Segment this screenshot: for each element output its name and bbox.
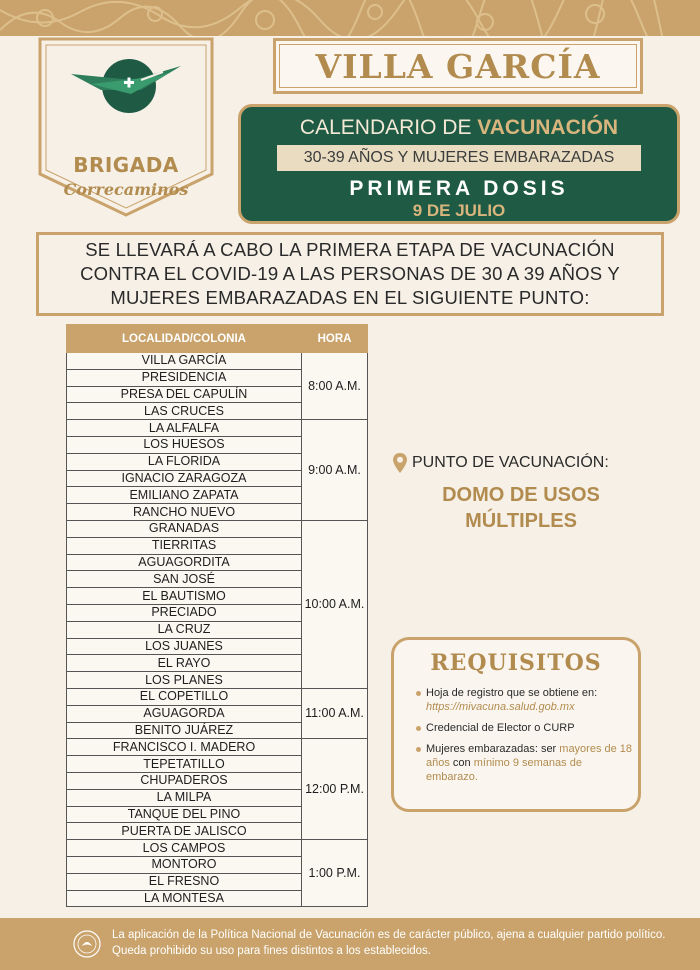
badge-title: BRIGADA xyxy=(73,153,179,177)
locality-cell: PRESA DEL CAPULÍN xyxy=(67,386,302,403)
table-row xyxy=(67,840,368,857)
requirement-text: Credencial de Elector o CURP xyxy=(426,722,575,734)
locality-cell: AGUAGORDA xyxy=(67,705,302,722)
locality-cell: AGUAGORDITA xyxy=(67,554,302,571)
requirement-highlight: mayores de 18 años xyxy=(426,743,633,769)
locality-cell: VILLA GARCÍA xyxy=(67,353,302,370)
locality-cell: EL RAYO xyxy=(67,655,302,672)
brigada-badge xyxy=(37,36,215,218)
table-header-row xyxy=(67,325,368,353)
bullet-icon xyxy=(416,726,421,731)
locality-cell: BENITO JUÁREZ xyxy=(67,722,302,739)
locality-cell: LA MONTESA xyxy=(67,890,302,907)
locality-cell: GRANADAS xyxy=(67,520,302,537)
requirement-text: con xyxy=(449,757,474,769)
locality-cell: TEPETATILLO xyxy=(67,756,302,773)
requirements-title: REQUISITOS xyxy=(430,650,602,676)
bullet-icon xyxy=(416,747,421,752)
locality-cell: PRECIADO xyxy=(67,604,302,621)
intro-line: MUJERES EMBARAZADAS EN EL SIGUIENTE PUNTO: xyxy=(110,287,590,308)
locality-cell: LA FLORIDA xyxy=(67,453,302,470)
requirement-text: Mujeres embarazadas: ser xyxy=(426,743,560,755)
locality-cell: PRESIDENCIA xyxy=(67,369,302,386)
registration-link[interactable]: https://mivacuna.salud.gob.mx xyxy=(426,701,575,713)
bullet-icon xyxy=(416,691,421,696)
requirements-box xyxy=(391,637,641,812)
locality-cell: FRANCISCO I. MADERO xyxy=(67,739,302,756)
vaccination-point-label-row xyxy=(392,452,642,474)
vaccination-point-name xyxy=(412,482,630,534)
time-cell: 12:00 P.M. xyxy=(302,739,368,840)
requirement-item xyxy=(416,686,634,714)
table-row xyxy=(67,688,368,705)
locality-cell: IGNACIO ZARAGOZA xyxy=(67,470,302,487)
calendar-heading xyxy=(241,116,677,140)
schedule-body xyxy=(67,353,368,907)
vaccination-point-name-line: DOMO DE USOS xyxy=(442,484,600,506)
roadrunner-logo-icon xyxy=(71,50,181,120)
locality-cell: LAS CRUCES xyxy=(67,403,302,420)
time-cell: 11:00 A.M. xyxy=(302,688,368,738)
table-row xyxy=(67,420,368,437)
location-title-box xyxy=(273,38,643,94)
requirement-item xyxy=(416,721,634,735)
locality-cell: SAN JOSÉ xyxy=(67,571,302,588)
locality-cell: LOS JUANES xyxy=(67,638,302,655)
header-locality: LOCALIDAD/COLONIA xyxy=(67,325,302,353)
time-cell: 9:00 A.M. xyxy=(302,420,368,521)
page-title: VILLA GARCÍA xyxy=(315,46,601,86)
national-seal-icon xyxy=(73,930,101,958)
vaccination-point xyxy=(392,452,642,534)
locality-cell: EL COPETILLO xyxy=(67,688,302,705)
locality-cell: EMILIANO ZAPATA xyxy=(67,487,302,504)
vaccination-point-name-line: MÚLTIPLES xyxy=(465,510,577,532)
time-cell: 10:00 A.M. xyxy=(302,520,368,688)
time-cell: 8:00 A.M. xyxy=(302,353,368,420)
vaccination-calendar-box xyxy=(238,104,680,224)
time-cell: 1:00 P.M. xyxy=(302,840,368,907)
calendar-heading-emphasis: VACUNACIÓN xyxy=(477,116,619,139)
locality-cell: LA CRUZ xyxy=(67,621,302,638)
locality-cell: LA ALFALFA xyxy=(67,420,302,437)
vaccination-point-label: PUNTO DE VACUNACIÓN: xyxy=(412,454,609,471)
table-row xyxy=(67,353,368,370)
intro-announcement xyxy=(36,232,664,316)
locality-cell: TANQUE DEL PINO xyxy=(67,806,302,823)
locality-cell: LA MILPA xyxy=(67,789,302,806)
locality-cell: RANCHO NUEVO xyxy=(67,504,302,521)
location-pin-icon xyxy=(392,452,408,474)
intro-line: CONTRA EL COVID-19 A LAS PERSONAS DE 30 A 39 AÑOS Y xyxy=(80,263,620,284)
requirement-item xyxy=(416,742,634,784)
intro-line: SE LLEVARÁ A CABO LA PRIMERA ETAPA DE VACUNACIÓN xyxy=(85,239,615,260)
footer-band xyxy=(0,918,700,970)
locality-cell: CHUPADEROS xyxy=(67,772,302,789)
badge-subtitle: Correcaminos xyxy=(63,180,189,199)
header-time: HORA xyxy=(302,325,368,353)
date-label: 9 DE JULIO xyxy=(412,201,506,220)
requirement-text: Hoja de registro que se obtiene en: xyxy=(426,687,598,699)
locality-cell: EL FRESNO xyxy=(67,873,302,890)
ornament-pattern xyxy=(0,0,700,36)
dose-label: PRIMERA DOSIS xyxy=(349,177,569,200)
age-group-label: 30-39 AÑOS Y MUJERES EMBARAZADAS xyxy=(277,145,641,171)
locality-cell: LOS PLANES xyxy=(67,672,302,689)
locality-cell: TIERRITAS xyxy=(67,537,302,554)
locality-cell: LOS HUESOS xyxy=(67,436,302,453)
locality-cell: PUERTA DE JALISCO xyxy=(67,823,302,840)
table-row xyxy=(67,520,368,537)
requirement-highlight: mínimo 9 semanas de embarazo. xyxy=(426,757,582,783)
calendar-heading-prefix: CALENDARIO DE xyxy=(299,116,478,139)
locality-cell: EL BAUTISMO xyxy=(67,588,302,605)
schedule-table xyxy=(66,324,368,907)
table-row xyxy=(67,739,368,756)
locality-cell: LOS CAMPOS xyxy=(67,840,302,857)
requirements-list xyxy=(416,686,634,791)
locality-cell: MONTORO xyxy=(67,856,302,873)
footer-disclaimer: La aplicación de la Política Nacional de Vacunación es de carácter público, ajena a cualquier partido político. Queda prohibido su uso para fines distintos a los establecidos. xyxy=(112,929,666,957)
top-decorative-band xyxy=(0,0,700,36)
